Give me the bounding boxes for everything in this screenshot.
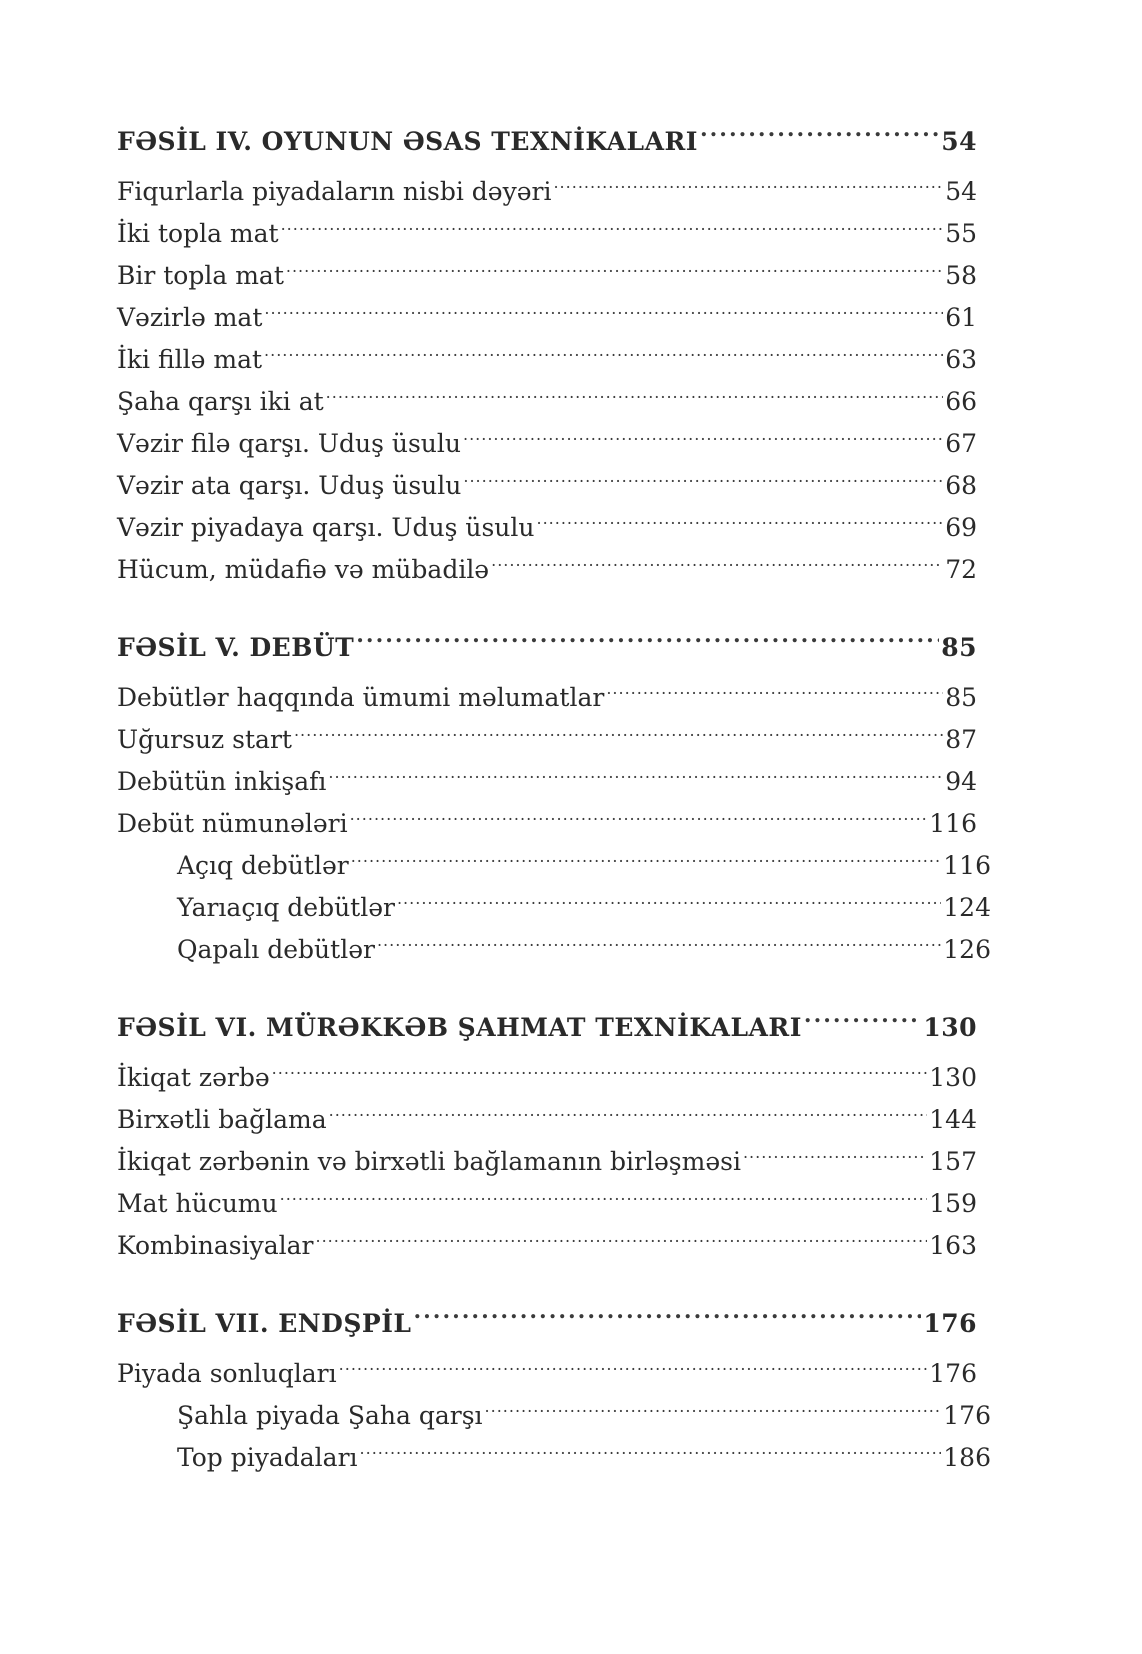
entry-title: Birxətli bağlama [117, 1105, 327, 1134]
page-number: 176 [929, 1359, 977, 1388]
entry-title: Vəzir piyadaya qarşı. Uduş üsulu [117, 513, 535, 542]
chapter-heading[interactable] [117, 614, 977, 662]
dot-leader [463, 452, 943, 494]
dot-leader [326, 368, 944, 410]
dot-leader [264, 284, 943, 326]
entry-title: Şaha qarşı iki at [117, 387, 324, 416]
page-number: 61 [945, 303, 977, 332]
entry-title: Kombinasiyalar [117, 1231, 314, 1260]
page-number: 87 [945, 725, 977, 754]
entry-title: Fiqurlarla piyadaların nisbi dəyəri [117, 177, 552, 206]
dot-leader [328, 748, 943, 790]
toc-entry[interactable] [117, 664, 977, 712]
table-of-contents [117, 108, 991, 1502]
dot-leader [286, 242, 943, 284]
chapter-title: FƏSİL VI. MÜRƏKKƏB ŞAHMAT TEXNİKALARI [117, 1013, 802, 1042]
toc-entry[interactable] [117, 1340, 977, 1388]
page-number: 85 [941, 633, 977, 662]
entry-title: Mat hücumu [117, 1189, 278, 1218]
entry-title: Vəzir ata qarşı. Uduş üsulu [117, 471, 462, 500]
entry-title: Hücum, müdafiə və mübadilə [117, 555, 490, 584]
dot-leader [356, 614, 939, 656]
entry-title: Vəzir filə qarşı. Uduş üsulu [117, 429, 461, 458]
entry-title: İki fillə mat [117, 345, 263, 374]
dot-leader [413, 1290, 921, 1332]
dot-leader [377, 916, 941, 958]
dot-leader [485, 1382, 942, 1424]
page-number: 72 [945, 555, 977, 584]
dot-leader [606, 664, 943, 706]
dot-leader [463, 410, 943, 452]
dot-leader [329, 1086, 928, 1128]
toc-entry[interactable] [117, 1044, 977, 1092]
entry-title: İkiqat zərbənin və birxətli bağlamanın birləşməsi [117, 1147, 741, 1176]
page-number: 176 [943, 1401, 991, 1430]
entry-title: Qapalı debütlər [177, 935, 375, 964]
page-number: 130 [929, 1063, 977, 1092]
page-number: 159 [929, 1189, 977, 1218]
entry-title: Top piyadaları [177, 1443, 358, 1472]
dot-leader [553, 158, 943, 200]
page-number: 66 [945, 387, 977, 416]
dot-leader [272, 1044, 928, 1086]
entry-title: Açıq debütlər [177, 851, 349, 880]
page-number: 116 [943, 851, 991, 880]
chapter-heading[interactable] [117, 994, 977, 1042]
page-number: 126 [943, 935, 991, 964]
page-number: 124 [943, 893, 991, 922]
page-number: 63 [945, 345, 977, 374]
entry-title: Debütün inkişafı [117, 767, 327, 796]
page-number: 157 [929, 1147, 977, 1176]
entry-title: Uğursuz start [117, 725, 292, 754]
chapter-iv [117, 108, 977, 584]
chapter-heading[interactable] [117, 108, 977, 156]
entry-title: Debüt nümunələri [117, 809, 348, 838]
dot-leader [294, 706, 943, 748]
page-number: 176 [923, 1309, 977, 1338]
dot-leader [280, 1170, 928, 1212]
dot-leader [351, 832, 942, 874]
page-number: 69 [945, 513, 977, 542]
dot-leader [491, 536, 943, 578]
page-number: 67 [945, 429, 977, 458]
page-number: 186 [943, 1443, 991, 1472]
chapter-heading[interactable] [117, 1290, 977, 1338]
entry-title: Bir topla mat [117, 261, 284, 290]
dot-leader [397, 874, 941, 916]
dot-leader [700, 108, 939, 150]
page-number: 163 [929, 1231, 977, 1260]
page-number: 54 [941, 127, 977, 156]
page-number: 130 [923, 1013, 977, 1042]
chapter-vii [117, 1290, 991, 1472]
page-number: 68 [945, 471, 977, 500]
page-number: 144 [929, 1105, 977, 1134]
chapter-vi [117, 994, 977, 1260]
dot-leader [743, 1128, 927, 1170]
page-number: 55 [945, 219, 977, 248]
page-number: 116 [929, 809, 977, 838]
entry-title: Yarıaçıq debütlər [177, 893, 395, 922]
dot-leader [536, 494, 943, 536]
entry-title: İkiqat zərbə [117, 1063, 270, 1092]
chapter-title: FƏSİL IV. OYUNUN ƏSAS TEXNİKALARI [117, 127, 698, 156]
page-number: 54 [945, 177, 977, 206]
dot-leader [360, 1424, 942, 1466]
entry-title: Şahla piyada Şaha qarşı [177, 1401, 483, 1430]
entry-title: Debütlər haqqında ümumi məlumatlar [117, 683, 605, 712]
dot-leader [315, 1212, 927, 1254]
chapter-v [117, 614, 991, 964]
chapter-title: FƏSİL V. DEBÜT [117, 633, 355, 662]
entry-title: Piyada sonluqları [117, 1359, 337, 1388]
page-number: 58 [945, 261, 977, 290]
toc-entry[interactable] [117, 158, 977, 206]
chapter-title: FƏSİL VII. ENDŞPİL [117, 1309, 412, 1338]
dot-leader [281, 200, 944, 242]
entry-title: Vəzirlə mat [117, 303, 263, 332]
page-number: 94 [945, 767, 977, 796]
entry-title: İki topla mat [117, 219, 279, 248]
dot-leader [804, 994, 921, 1036]
page-number: 85 [945, 683, 977, 712]
dot-leader [264, 326, 943, 368]
dot-leader [350, 790, 928, 832]
dot-leader [339, 1340, 928, 1382]
